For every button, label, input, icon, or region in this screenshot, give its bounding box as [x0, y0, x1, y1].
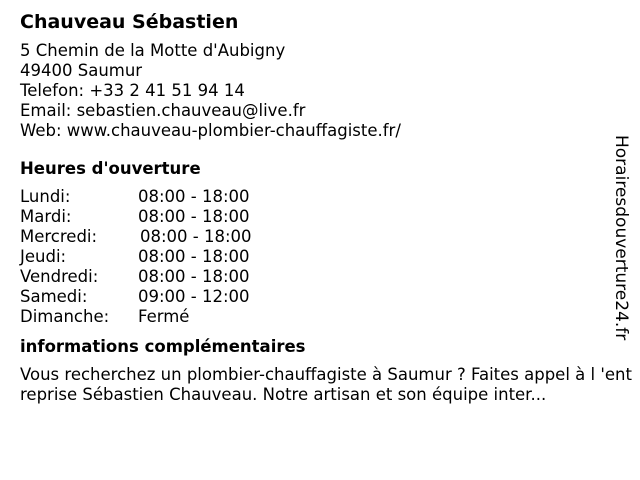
- hours-row-lundi: [20, 187, 630, 207]
- site-brand-vertical: Horairesdouverture24.fr: [611, 135, 631, 341]
- hours-time: 08:00 - 18:00: [138, 247, 250, 266]
- hours-day: Mercredi:: [20, 227, 98, 246]
- additional-info-text: Vous recherchez un plombier-chauffagiste à Saumur ? Faites appel à l 'entreprise Sébastien Chauveau. Notre artisan et son équipe inter...: [20, 365, 632, 404]
- hours-row-mercredi: [20, 227, 630, 247]
- hours-time: 08:00 - 18:00: [138, 187, 250, 206]
- hours-time: 09:00 - 12:00: [138, 287, 250, 306]
- website-line: Web: www.chauveau-plombier-chauffagiste.fr/: [20, 121, 401, 140]
- email-line: Email: sebastien.chauveau@live.fr: [20, 101, 306, 120]
- hours-time: 08:00 - 18:00: [138, 267, 250, 286]
- opening-hours-title: Heures d'ouverture: [20, 159, 201, 178]
- hours-day: Mardi:: [20, 207, 72, 226]
- hours-time: 08:00 - 18:00: [140, 227, 252, 246]
- hours-day: Lundi:: [20, 187, 71, 206]
- address-city: 49400 Saumur: [20, 61, 143, 80]
- business-card: [20, 10, 630, 405]
- hours-row-mardi: [20, 207, 630, 227]
- hours-time: Fermé: [138, 307, 190, 326]
- hours-day: Vendredi:: [20, 267, 99, 286]
- hours-row-jeudi: [20, 247, 630, 267]
- hours-row-vendredi: [20, 267, 630, 287]
- hours-row-samedi: [20, 287, 630, 307]
- hours-day: Samedi:: [20, 287, 88, 306]
- opening-hours-table: [20, 187, 630, 327]
- contact-block: [20, 41, 630, 141]
- hours-day: Dimanche:: [20, 307, 110, 326]
- phone-line: Telefon: +33 2 41 51 94 14: [20, 81, 245, 100]
- hours-row-dimanche: [20, 307, 630, 327]
- address-street: 5 Chemin de la Motte d'Aubigny: [20, 41, 286, 60]
- additional-info-title: informations complémentaires: [20, 337, 306, 356]
- hours-day: Jeudi:: [20, 247, 67, 266]
- hours-time: 08:00 - 18:00: [138, 207, 250, 226]
- business-name: Chauveau Sébastien: [20, 11, 239, 33]
